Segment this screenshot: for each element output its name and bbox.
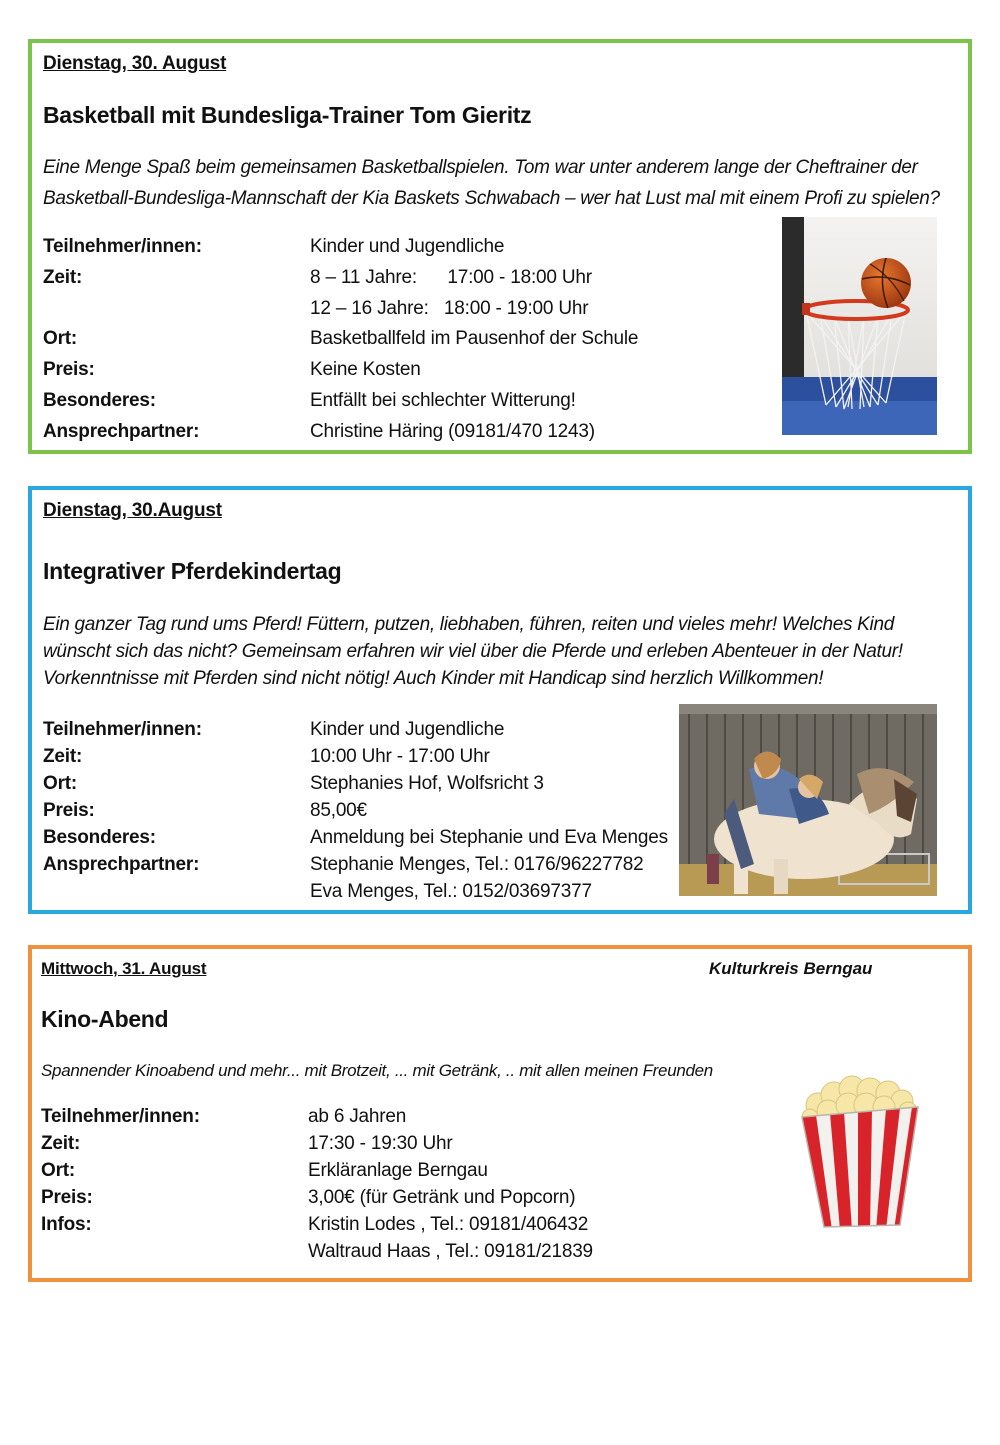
label-participants: Teilnehmer/innen: xyxy=(41,1106,200,1127)
label-price: Preis: xyxy=(43,359,95,380)
label-participants: Teilnehmer/innen: xyxy=(43,236,202,257)
value-participants: Kinder und Jugendliche xyxy=(310,236,505,257)
event-description xyxy=(43,611,903,692)
label-price: Preis: xyxy=(43,800,95,821)
description-line: Eine Menge Spaß beim gemeinsamen Basketballspielen. Tom war unter anderem lange der Cheftrainer der xyxy=(43,157,918,178)
label-participants: Teilnehmer/innen: xyxy=(43,719,202,740)
value-location: Stephanies Hof, Wolfsricht 3 xyxy=(310,773,544,794)
value-price: Keine Kosten xyxy=(310,359,421,380)
value-time: 10:00 Uhr - 17:00 Uhr xyxy=(310,746,490,767)
description-line: Ein ganzer Tag rund ums Pferd! Füttern, putzen, liebhaben, führen, reiten und vieles mehr! Welches Kind xyxy=(43,614,894,635)
value-contact-2: Eva Menges, Tel.: 0152/03697377 xyxy=(310,881,592,902)
event-title: Integrativer Pferdekindertag xyxy=(43,558,342,584)
label-contact: Ansprechpartner: xyxy=(43,421,200,442)
event-card-horses xyxy=(28,486,972,914)
label-time: Zeit: xyxy=(43,267,83,288)
event-title: Basketball mit Bundesliga-Trainer Tom Gieritz xyxy=(43,102,532,128)
value-participants: ab 6 Jahren xyxy=(308,1106,407,1127)
value-time: 17:30 - 19:30 Uhr xyxy=(308,1133,453,1154)
event-description xyxy=(41,1057,713,1084)
label-location: Ort: xyxy=(41,1160,76,1181)
value-time: 8 – 11 Jahre: 17:00 - 18:00 Uhr xyxy=(310,267,592,288)
value-contact: Stephanie Menges, Tel.: 0176/96227782 xyxy=(310,854,644,875)
description-line: Basketball-Bundesliga-Mannschaft der Kia Baskets Schwabach – wer hat Lust mal mit einem Profi zu spielen? xyxy=(43,188,940,209)
event-organizer: Kulturkreis Berngau xyxy=(709,959,873,978)
value-special: Anmeldung bei Stephanie und Eva Menges xyxy=(310,827,668,848)
event-title: Kino-Abend xyxy=(41,1006,169,1032)
value-price: 3,00€ (für Getränk und Popcorn) xyxy=(308,1187,576,1208)
value-location: Basketballfeld im Pausenhof der Schule xyxy=(310,328,639,349)
event-description xyxy=(43,154,940,212)
description-line: Vorkenntnisse mit Pferden sind nicht nötig! Auch Kinder mit Handicap sind herzlich Willkommen! xyxy=(43,668,824,689)
event-date: Mittwoch, 31. August xyxy=(41,959,207,978)
label-location: Ort: xyxy=(43,773,78,794)
label-info: Infos: xyxy=(41,1214,92,1235)
value-location: Erkläranlage Berngau xyxy=(308,1160,488,1181)
label-time: Zeit: xyxy=(43,746,83,767)
event-card-basketball xyxy=(28,39,972,454)
basketball-hoop-image xyxy=(782,217,937,435)
label-contact: Ansprechpartner: xyxy=(43,854,200,875)
value-special: Entfällt bei schlechter Witterung! xyxy=(310,390,576,411)
value-contact: Christine Häring (09181/470 1243) xyxy=(310,421,595,442)
description-line: Spannender Kinoabend und mehr... mit Brotzeit, ... mit Getränk, .. mit allen meinen Freunden xyxy=(41,1061,713,1080)
popcorn-box-image xyxy=(794,1075,926,1230)
label-special: Besonderes: xyxy=(43,827,156,848)
value-price: 85,00€ xyxy=(310,800,367,821)
value-info: Kristin Lodes , Tel.: 09181/406432 xyxy=(308,1214,589,1235)
label-location: Ort: xyxy=(43,328,78,349)
children-on-pony-image xyxy=(679,704,937,896)
event-date: Dienstag, 30.August xyxy=(43,500,222,521)
value-info-2: Waltraud Haas , Tel.: 09181/21839 xyxy=(308,1241,593,1262)
event-card-cinema xyxy=(28,945,972,1282)
label-special: Besonderes: xyxy=(43,390,156,411)
value-participants: Kinder und Jugendliche xyxy=(310,719,505,740)
description-line: wünscht sich das nicht? Gemeinsam erfahren wir viel über die Pferde und erleben Abenteuer in der Natur! xyxy=(43,641,903,662)
value-time-2: 12 – 16 Jahre: 18:00 - 19:00 Uhr xyxy=(310,298,589,319)
label-time: Zeit: xyxy=(41,1133,81,1154)
label-price: Preis: xyxy=(41,1187,93,1208)
event-date: Dienstag, 30. August xyxy=(43,53,227,74)
